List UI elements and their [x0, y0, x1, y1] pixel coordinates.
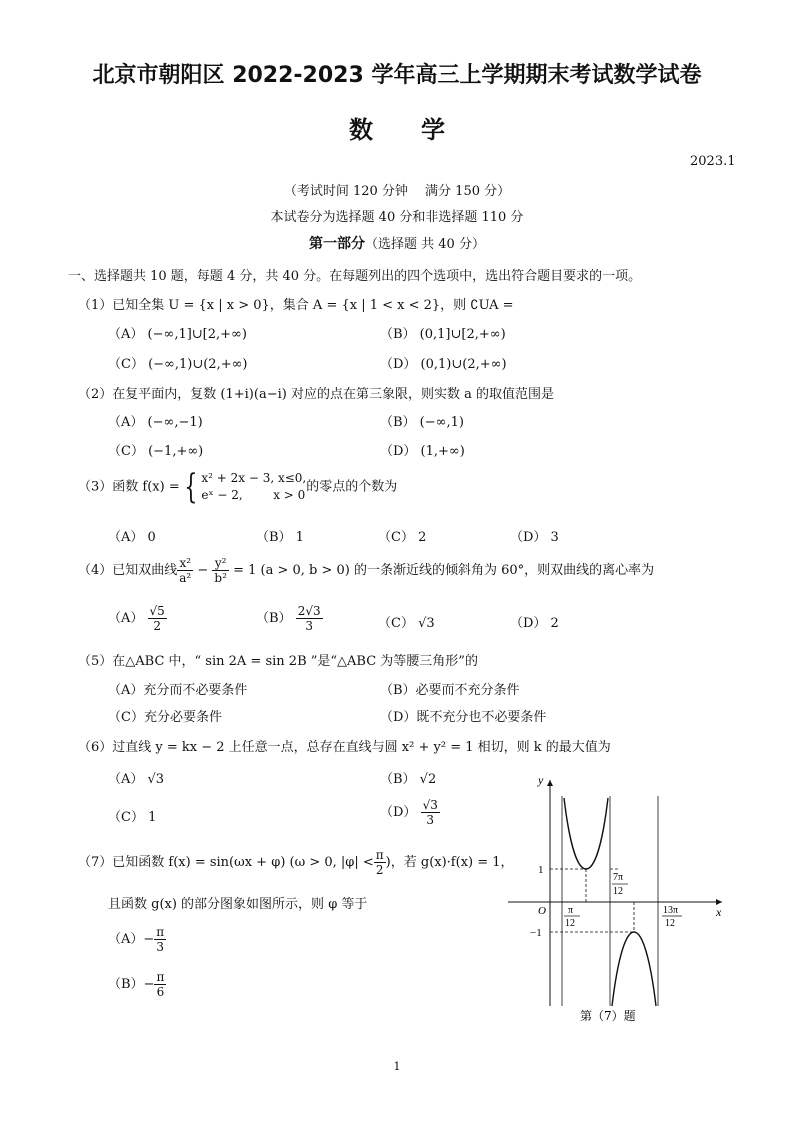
question-3-stem [78, 467, 398, 507]
q2-option-c: （C） (−1,+∞) [108, 444, 204, 459]
q6-option-c: （C） 1 [108, 810, 157, 825]
paper-composition: 本试卷分为选择题 40 分和非选择题 110 分 [270, 210, 524, 225]
q4-y-den: b² [214, 571, 227, 585]
q7-suffix: )，若 g(x)·f(x) = 1， [385, 855, 514, 870]
question-4-stem: （4）已知双曲线 $\frac{\text{x²}}{\text{a²}}$ − $\frac{\text{y²}}{\text{b²}}$ = 1 (a > 0, b > 0) 的一条渐近线的倾斜角为 60°，则双曲线的离心率为 [78, 556, 655, 585]
q2-option-a: （A） (−∞,−1) [108, 415, 203, 430]
q7-option-b [108, 970, 166, 999]
q3-case-1: x² + 2x − 3, x≤0, [201, 471, 307, 485]
question-2-stem: （2）在复平面内，复数 (1+i)(a−i) 对应的点在第三象限，则实数 a 的取值范围是 [78, 387, 554, 402]
q4-prefix: （4）已知双曲线 [78, 563, 178, 578]
q2-option-b: （B） (−∞,1) [380, 415, 464, 430]
q6-option-b: （B） √2 [380, 772, 437, 787]
q6-option-a: （A） √3 [108, 772, 165, 787]
page-number: 1 [393, 1060, 401, 1073]
x-tick-3-num: 13π [663, 905, 679, 916]
q5-option-a: （A）充分而不必要条件 [108, 683, 248, 698]
origin-label: O [538, 905, 546, 917]
part-heading [0, 233, 794, 253]
q4-b-label: （B） [256, 611, 292, 626]
q4-a-label: （A） [108, 611, 144, 626]
q7-prefix: （7）已知函数 f(x) = sin(ωx + φ) (ω > 0, |φ| < [78, 855, 374, 870]
q4-option-a [108, 604, 167, 633]
q4-b-num: 2√3 [297, 604, 321, 618]
q5-option-c: （C）充分必要条件 [108, 710, 222, 725]
q4-option-b [256, 604, 323, 633]
part-note: （选择题 共 40 分） [365, 237, 485, 252]
q7-pi-fraction [374, 848, 386, 877]
subject-title: 数 学 [349, 116, 445, 144]
question-1-stem: （1）已知全集 U = {x | x > 0}，集合 A = {x | 1 < x < 2}，则 ∁UA = [78, 298, 514, 313]
q4-option-d: （D） 2 [510, 616, 559, 631]
q7-b-label: （B） [108, 977, 144, 992]
q1-option-d: （D） (0,1)∪(2,+∞) [380, 357, 507, 372]
exam-date: 2023.1 [690, 154, 736, 169]
q4-b-den: 3 [305, 619, 313, 633]
exam-info: （考试时间 120 分钟 满分 150 分） [283, 184, 511, 199]
q4-b-fraction [296, 604, 323, 633]
question-7-stem [78, 848, 514, 877]
q1-option-b: （B） (0,1]∪[2,+∞) [380, 327, 506, 342]
q6-option-d [380, 798, 440, 827]
q7-pi-num: π [375, 848, 384, 862]
q7-a-fraction [154, 925, 166, 954]
question-6-stem: （6）过直线 y = kx − 2 上任意一点，总存在直线与圆 x² + y² = 1 相切，则 k 的最大值为 [78, 740, 611, 755]
q6-d-den: 3 [426, 813, 435, 827]
q7-pi-den: 2 [375, 863, 384, 877]
x-tick-2-num: 7π [613, 872, 624, 883]
q4-x-den: a² [179, 571, 192, 585]
q7-b-sign: − [143, 977, 155, 992]
q4-x-fraction [177, 556, 193, 585]
q4-a-den: 2 [153, 619, 161, 633]
q3-option-c: （C） 2 [378, 530, 427, 545]
q1-option-c: （C） (−∞,1)∪(2,+∞) [108, 357, 248, 372]
q4-suffix: = 1 (a > 0, b > 0) 的一条渐近线的倾斜角为 60°，则双曲线的离心率为 [233, 563, 655, 578]
x-tick-1-num: π [568, 905, 574, 916]
q7-b-fraction [154, 970, 166, 999]
q3-option-b: （B） 1 [256, 530, 304, 545]
graph-curve-upper [564, 798, 608, 869]
q7-option-a [108, 925, 166, 954]
q3-brace: { [184, 467, 198, 507]
question-5-stem: （5）在△ABC 中，“ sin 2A = sin 2B ”是“△ABC 为等腰三角形”的 [78, 654, 478, 669]
q5-option-b: （B）必要而不充分条件 [380, 683, 520, 698]
figure-caption: 第（7）题 [580, 1009, 636, 1023]
graph-curve-lower [612, 932, 656, 1006]
x-tick-3-den: 12 [665, 918, 675, 929]
q4-y-num: y² [212, 556, 229, 571]
q3-prefix: （3）函数 f(x) = [78, 479, 180, 495]
x-axis-label: x [716, 905, 722, 919]
part-title: 第一部分 [309, 236, 366, 252]
x-tick-2-den: 12 [613, 886, 623, 897]
q3-cases [201, 470, 306, 504]
q6-d-fraction [421, 798, 440, 827]
q7-line-2: 且函数 g(x) 的部分图象如图所示，则 φ 等于 [108, 897, 368, 912]
q7-graph-figure [500, 768, 740, 1038]
q7-a-num: π [156, 925, 165, 939]
q7-b-num: π [156, 970, 165, 984]
q6-d-label: （D） [380, 805, 417, 820]
y-tick-neg-1: −1 [530, 927, 542, 939]
q7-a-den: 3 [156, 940, 165, 954]
q4-x-num: x² [177, 556, 193, 571]
q4-a-num: √5 [149, 604, 165, 618]
q5-option-d: （D）既不充分也不必要条件 [380, 710, 547, 725]
q4-a-fraction [148, 604, 167, 633]
q3-suffix: 的零点的个数为 [306, 479, 398, 495]
q6-d-num: √3 [422, 798, 438, 812]
q7-b-den: 6 [156, 985, 165, 999]
exam-title: 北京市朝阳区 2022-2023 学年高三上学期期末考试数学试卷 [92, 63, 702, 88]
q4-y-fraction [212, 556, 229, 585]
y-axis-label: y [538, 773, 544, 787]
q4-option-c: （C） √3 [378, 616, 435, 631]
q3-case-2: eˣ − 2, x > 0 [201, 488, 306, 502]
q2-option-d: （D） (1,+∞) [380, 444, 465, 459]
section-instructions: 一、选择题共 10 题，每题 4 分，共 40 分。在每题列出的四个选项中，选出符合题目要求的一项。 [68, 269, 642, 284]
y-tick-1: 1 [538, 864, 544, 876]
q7-a-sign: − [143, 932, 155, 947]
q3-option-a: （A） 0 [108, 530, 156, 545]
q1-option-a: （A） (−∞,1]∪[2,+∞) [108, 327, 247, 342]
q7-a-label: （A） [108, 932, 144, 947]
x-tick-1-den: 12 [565, 918, 575, 929]
q3-option-d: （D） 3 [510, 530, 559, 545]
